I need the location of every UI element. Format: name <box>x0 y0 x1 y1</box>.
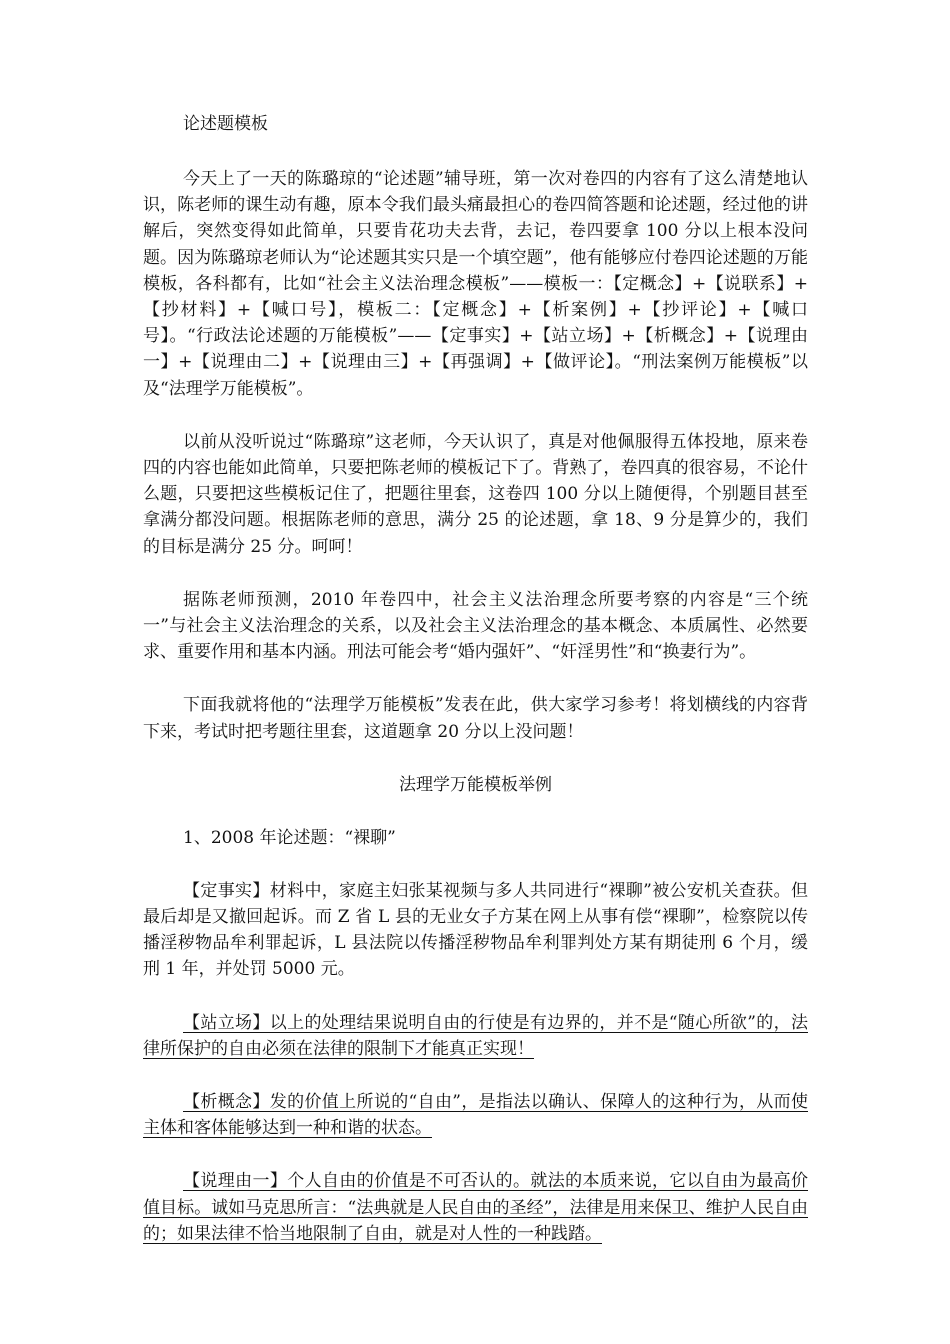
section-title: 法理学万能模板举例 <box>399 774 552 795</box>
intro-paragraph-4: 下面我就将他的“法理学万能模板”发表在此，供大家学习参考！将划横线的内容背下来，考试时把考题往里套，这道题拿 20 分以上没问题！ <box>143 695 808 742</box>
stance-paragraph <box>143 1010 808 1062</box>
intro-paragraph-1: 今天上了一天的陈璐琼的“论述题”辅导班，第一次对卷四的内容有了这么清楚地认识，陈老师的课生动有趣，原本令我们最头痛最担心的卷四简答题和论述题，经过他的讲解后，突然变得如此简单，只要肯花功夫去背，去记，卷四要拿 100 分以上根本没问题。因为陈璐琼老师认为“论述题其实只是一个填空题”，他有能够应付卷四论述题的万能模板，各科都有，比如“社会主义法治理念模板”——模板一：【定概念】+【说联系】+【抄材料】+【喊口号】，模板二：【定概念】+【析案例】+【抄评论】+【喊口号】。“行政法论述题的万能模板”——【定事实】+【站立场】+【析概念】+【说理由一】+【说理由二】+【说理由三】+【再强调】+【做评论】。“刑法案例万能模板”以及“法理学万能模板”。 <box>143 169 808 399</box>
fact-paragraph: 【定事实】材料中，家庭主妇张某视频与多人共同进行“裸聊”被公安机关查获。但最后却是又撤回起诉。而 Z 省 L 县的无业女子方某在网上从事有偿“裸聊”，检察院以传播淫秽物品牟利罪起诉，L 县法院以传播淫秽物品牟利罪判处方某有期徒刑 6 个月，缓刑 1 年，并处罚 5000 元。 <box>143 880 808 980</box>
concept-paragraph <box>143 1089 808 1141</box>
intro-paragraph-3: 据陈老师预测，2010 年卷四中，社会主义法治理念所要考察的内容是“三个统一”与社会主义法治理念的关系，以及社会主义法治理念的基本概念、本质属性、必然要求、重要作用和基本内涵。刑法可能会考“婚内强奸”、“奸淫男性”和“换妻行为”。 <box>143 589 808 663</box>
reason-one-paragraph <box>143 1168 808 1247</box>
example-title: 1、2008 年论述题：“裸聊” <box>183 827 396 848</box>
underlined-reason-one-text: 【说理由一】个人自由的价值是不可否认的。就法的本质来说，它以自由为最高价值目标。诚如马克思所言：“法典就是人民自由的圣经”，法律是用来保卫、维护人民自由的；如果法律不恰当地限制了自由，就是对人性的一种践踏。 <box>143 1171 808 1244</box>
document-title: 论述题模板 <box>183 114 268 134</box>
underlined-concept-text: 【析概念】发的价值上所说的“自由”，是指法以确认、保障人的这种行为，从而使主体和客体能够达到一种和谐的状态。 <box>143 1092 808 1139</box>
underlined-stance-text: 【站立场】以上的处理结果说明自由的行使是有边界的，并不是“随心所欲”的，法律所保护的自由必须在法律的限制下才能真正实现！ <box>143 1012 808 1059</box>
intro-paragraph-2: 以前从没听说过“陈璐琼”这老师，今天认识了，真是对他佩服得五体投地，原来卷四的内容也能如此简单，只要把陈老师的模板记下了。背熟了，卷四真的很容易，不论什么题，只要把这些模板记住了，把题往里套，这卷四 100 分以上随便得，个别题目甚至拿满分都没问题。根据陈老师的意思，满分 25 的论述题，拿 18、9 分是算少的，我们的目标是满分 25 分。呵呵！ <box>143 431 808 557</box>
